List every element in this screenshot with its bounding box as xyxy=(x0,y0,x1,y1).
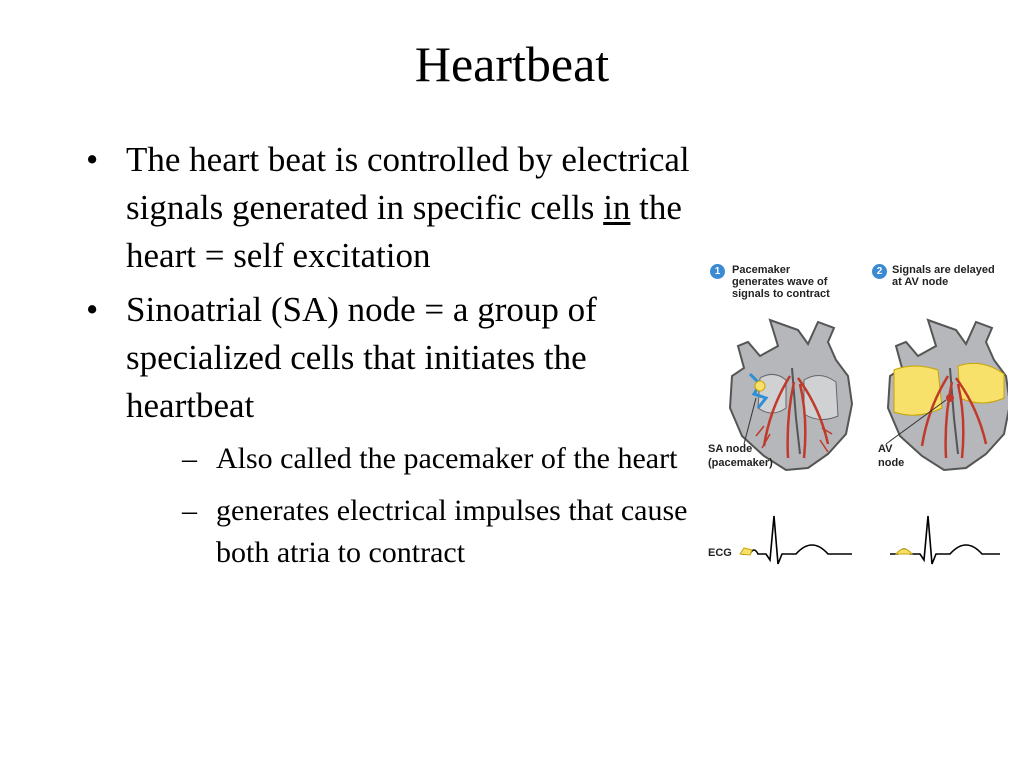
sub-bullet-dash: – xyxy=(182,442,197,475)
bullet-dot: • xyxy=(86,140,99,179)
ecg-highlight-2 xyxy=(896,549,912,554)
bullet-dot: • xyxy=(86,290,99,329)
bullet-text-part: the heart = self excitation xyxy=(126,188,682,275)
sub-bullet-text: generates electrical impulses that cause both atria to contract xyxy=(216,494,688,569)
sa-node-label: SA node (pacemaker) xyxy=(708,443,773,469)
slide-title: Heartbeat xyxy=(414,36,610,92)
bullet-item xyxy=(82,136,702,280)
underlined-word: in xyxy=(603,188,631,227)
sub-bullet-dash: – xyxy=(182,494,197,527)
step-badge-1: 1 xyxy=(710,264,725,279)
ecg-trace-2 xyxy=(890,516,1000,564)
ecg-highlight-1 xyxy=(740,548,752,555)
bullet-text: Sinoatrial (SA) node = a group of specialized cells that initiates the heartbeat xyxy=(126,290,597,425)
bullet-item xyxy=(82,286,702,574)
sub-bullet-item xyxy=(126,438,702,480)
sub-bullet-list xyxy=(126,438,702,574)
ecg-label: ECG xyxy=(708,547,732,559)
bullet-text-part: The heart beat is controlled by electrical signals generated in specific cells xyxy=(126,140,690,227)
bullet-list xyxy=(82,136,702,584)
sub-bullet-text: Also called the pacemaker of the heart xyxy=(216,442,678,475)
sub-bullet-item xyxy=(126,490,702,574)
av-node-label: AV node xyxy=(878,443,905,469)
heart-illustration-2 xyxy=(886,320,1008,470)
heart-conduction-figure xyxy=(700,258,1008,578)
ecg-trace-1 xyxy=(742,516,852,564)
step-badge-2: 2 xyxy=(872,264,887,279)
panel1-caption: Pacemaker generates wave of signals to contract xyxy=(732,264,830,300)
heart-diagrams-svg xyxy=(700,258,1008,578)
panel2-caption: Signals are delayed at AV node xyxy=(892,264,995,288)
